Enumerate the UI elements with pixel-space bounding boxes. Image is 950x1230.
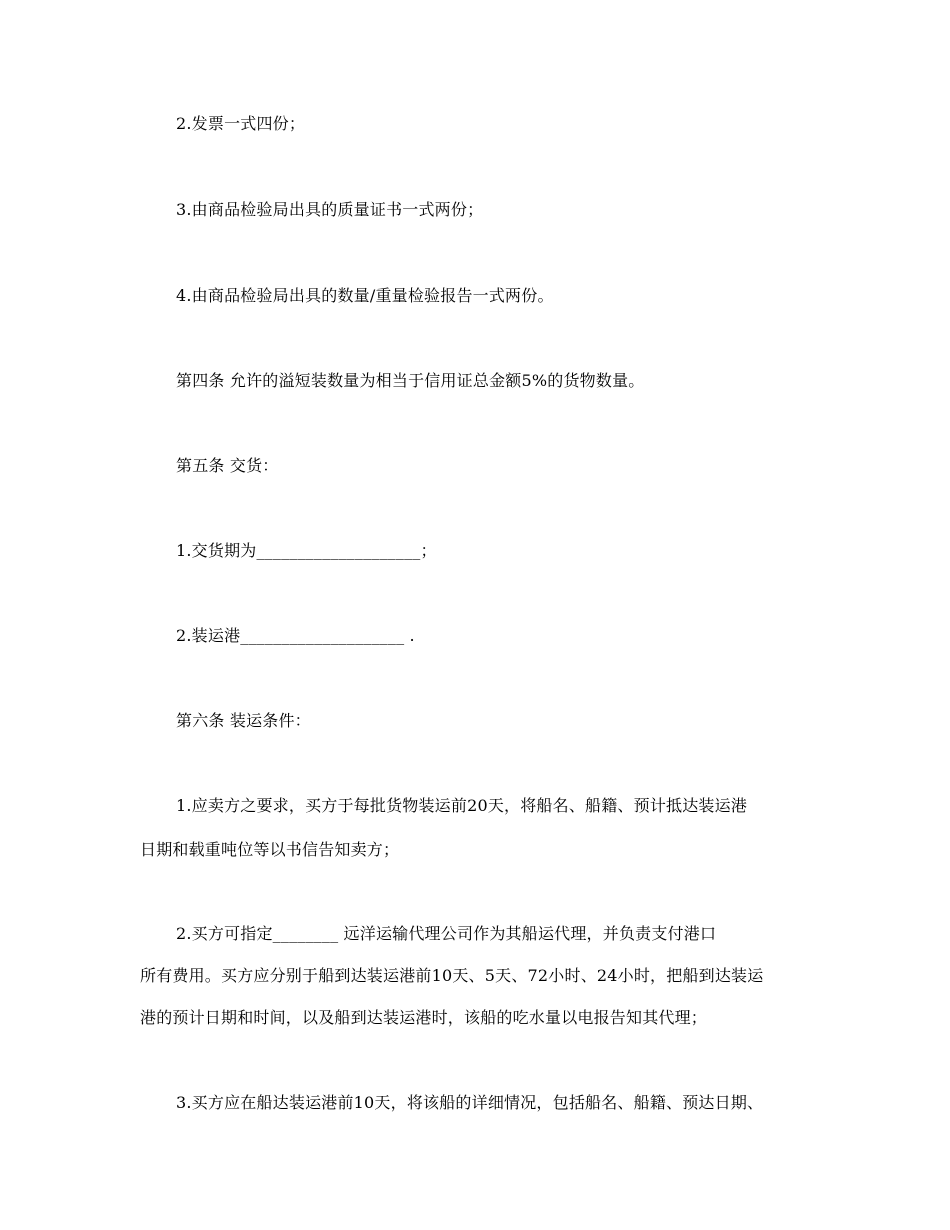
article-six-heading: 第六条 装运条件： bbox=[176, 711, 311, 730]
loading-port: 2.装运港____________________ . bbox=[176, 626, 415, 645]
clause-invoice: 2.发票一式四份； bbox=[176, 114, 306, 133]
shipment-clause-2-line-2: 所有费用。买方应分别于船到达装运港前10天、5天、72小时、24小时，把船到达装运 bbox=[140, 966, 764, 985]
article-four: 第四条 允许的溢短装数量为相当于信用证总金额5%的货物数量。 bbox=[176, 371, 645, 390]
shipment-clause-2-line-3: 港的预计日期和时间，以及船到达装运港时，该船的吃水量以电报告知其代理； bbox=[140, 1008, 708, 1027]
delivery-period: 1.交货期为____________________； bbox=[176, 541, 437, 560]
shipment-clause-2-line-1: 2.买方可指定________ 远洋运输代理公司作为其船运代理，并负责支付港口 bbox=[176, 924, 717, 943]
shipment-clause-1-line-1: 1.应卖方之要求，买方于每批货物装运前20天，将船名、船籍、预计抵达装运港 bbox=[176, 796, 748, 815]
shipment-clause-1-line-2: 日期和载重吨位等以书信告知卖方； bbox=[140, 840, 400, 859]
clause-quality-certificate: 3.由商品检验局出具的质量证书一式两份； bbox=[176, 200, 484, 219]
clause-weight-report: 4.由商品检验局出具的数量/重量检验报告一式两份。 bbox=[176, 286, 554, 305]
shipment-clause-3-line-1: 3.买方应在船达装运港前10天，将该船的详细情况，包括船名、船籍、预达日期、 bbox=[176, 1093, 764, 1112]
article-five-heading: 第五条 交货： bbox=[176, 456, 279, 475]
